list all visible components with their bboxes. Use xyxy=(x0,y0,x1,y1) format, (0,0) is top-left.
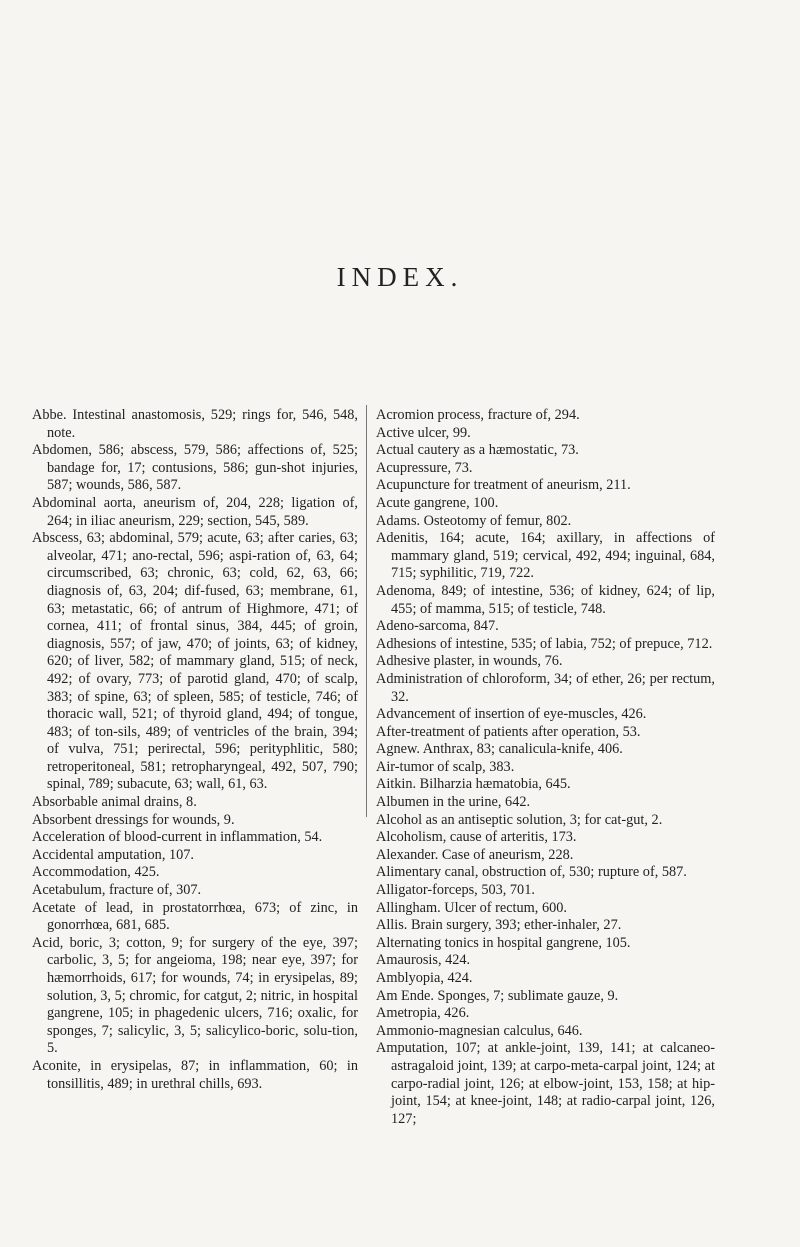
index-entry: Acid, boric, 3; cotton, 9; for surgery of the eye, 397; carbolic, 3, 5; for angeioma, 198; near eye, 397; for hæmorrhoids, 617; for wounds, 74; in erysipelas, 89; solution, 3, 5; chromic, for catgut, 2; nitric, in hospital gangrene, 105; in phagedenic ulcers, 716; oxalic, for sponges, 7; salicylic, 3, 5; salicylico-boric, solu-tion, 5. xyxy=(32,934,358,1057)
right-column xyxy=(376,407,715,1128)
index-entry: Advancement of insertion of eye-muscles, 426. xyxy=(376,706,647,723)
index-entry: Alcoholism, cause of arteritis, 173. xyxy=(376,829,577,846)
index-entry: Alligator-forceps, 503, 701. xyxy=(376,882,535,899)
column-divider xyxy=(366,405,367,817)
index-entry: Abdominal aorta, aneurism of, 204, 228; ligation of, 264; in iliac aneurism, 229; section, 545, 589. xyxy=(32,494,358,529)
index-entry: Amaurosis, 424. xyxy=(376,952,471,969)
index-entry: Amputation, 107; at ankle-joint, 139, 141; at calcaneo-astragaloid joint, 139; at carpo-meta-carpal joint, 124; at carpo-radial joint, 126; at elbow-joint, 153, 158; at hip-joint, 154; at knee-joint, 148; at radio-carpal joint, 126, 127; xyxy=(376,1040,715,1127)
index-entry: Abdomen, 586; abscess, 579, 586; affections of, 525; bandage for, 17; contusions, 586; gun-shot injuries, 587; wounds, 586, 587. xyxy=(32,442,358,494)
index-entry: Albumen in the urine, 642. xyxy=(376,794,531,811)
index-entry: Am Ende. Sponges, 7; sublimate gauze, 9. xyxy=(376,987,619,1004)
index-entry: Alimentary canal, obstruction of, 530; rupture of, 587. xyxy=(376,864,687,881)
index-entry: Accommodation, 425. xyxy=(32,864,160,881)
index-entry: Absorbable animal drains, 8. xyxy=(32,794,197,811)
index-entry: Alternating tonics in hospital gangrene, 105. xyxy=(376,934,631,951)
index-entry: Acupuncture for treatment of aneurism, 211. xyxy=(376,477,631,494)
index-entry: Aconite, in erysipelas, 87; in inflammation, 60; in tonsillitis, 489; in urethral chills, 693. xyxy=(32,1057,358,1092)
index-entry: Amblyopia, 424. xyxy=(376,970,473,986)
index-entry: After-treatment of patients after operation, 53. xyxy=(376,723,641,740)
index-entry: Acceleration of blood-current in inflammation, 54. xyxy=(32,829,323,846)
index-entry: Adhesions of intestine, 535; of labia, 752; of prepuce, 712. xyxy=(376,635,713,652)
index-entry: Abbe. Intestinal anastomosis, 529; rings for, 546, 548, note. xyxy=(32,407,358,441)
left-column xyxy=(32,407,358,1093)
index-entry: Allis. Brain surgery, 393; ether-inhaler, 27. xyxy=(376,917,622,934)
page-title: INDEX. xyxy=(336,262,464,292)
index-entry: Actual cautery as a hæmostatic, 73. xyxy=(376,442,579,459)
index-entry: Abscess, 63; abdominal, 579; acute, 63; after caries, 63; alveolar, 471; ano-rectal, 596; aspi-ration of, 63, 64; circumscribed, 63; chronic, 63; cold, 62, 63, 66; diagnosis of, 63, 204; dif-fused, 63; membrane, 61, 63; metastatic, 66; of antrum of Highmore, 471; of cornea, 411; of frontal sinus, 384, 445; of groin, diagnosis, 557; of jaw, 470; of joints, 63; of kidney, 620; of liver, 582; of mammary gland, 515; of neck, 492; of ovary, 773; of parotid gland, 470; of scalp, 383; of spine, 63; of spleen, 585; of testicle, 746; of thoracic wall, 521; of thyroid gland, 494; of tongue, 483; of ton-sils, 489; of ventricles of the brain, 394; of vulva, 751; perirectal, 596; perityphlitic, 580; retroperitoneal, 581; retropharyngeal, 492, 507, 790; spinal, 789; subacute, 63; wall, 61, 63. xyxy=(32,530,358,793)
index-entry: Air-tumor of scalp, 383. xyxy=(376,758,515,775)
index-entry: Aitkin. Bilharzia hæmatobia, 645. xyxy=(376,776,571,793)
index-entry: Accidental amputation, 107. xyxy=(32,846,194,863)
index-entry: Adeno-sarcoma, 847. xyxy=(376,618,499,635)
index-entry: Agnew. Anthrax, 83; canalicula-knife, 406. xyxy=(376,741,623,758)
index-entry: Adenitis, 164; acute, 164; axillary, in affections of mammary gland, 519; cervical, 492, 494; inguinal, 684, 715; syphilitic, 719, 722. xyxy=(376,530,715,582)
index-entry: Adhesive plaster, in wounds, 76. xyxy=(376,653,563,670)
index-entry: Allingham. Ulcer of rectum, 600. xyxy=(376,899,567,916)
index-entry: Acute gangrene, 100. xyxy=(376,494,499,511)
index-entry: Acromion process, fracture of, 294. xyxy=(376,407,580,423)
index-entry: Acetabulum, fracture of, 307. xyxy=(32,882,202,899)
index-entry: Active ulcer, 99. xyxy=(376,424,471,441)
index-entry: Acupressure, 73. xyxy=(376,459,473,476)
index-entry: Adams. Osteotomy of femur, 802. xyxy=(376,512,572,529)
index-entry: Alcohol as an antiseptic solution, 3; for cat-gut, 2. xyxy=(376,811,663,828)
index-entry: Adenoma, 849; of intestine, 536; of kidney, 624; of lip, 455; of mamma, 515; of testicle, 748. xyxy=(376,582,715,617)
index-entry: Ammonio-magnesian calculus, 646. xyxy=(376,1022,583,1039)
index-entry: Acetate of lead, in prostatorrhœa, 673; of zinc, in gonorrhœa, 681, 685. xyxy=(32,899,358,934)
index-entry: Absorbent dressings for wounds, 9. xyxy=(32,811,235,828)
index-entry: Ametropia, 426. xyxy=(376,1005,470,1022)
index-entry: Administration of chloroform, 34; of ether, 26; per rectum, 32. xyxy=(376,670,715,705)
index-entry: Alexander. Case of aneurism, 228. xyxy=(376,846,574,863)
